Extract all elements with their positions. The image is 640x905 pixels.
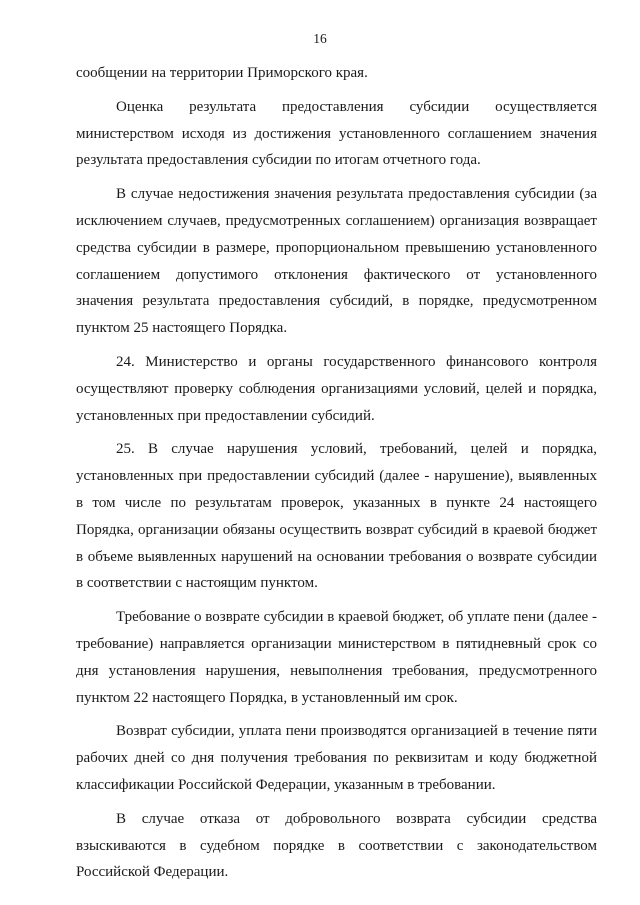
paragraph-assessment: Оценка результата предоставления субсидии осуществляется министерством исходя из достижения установленного соглашением значения результата предоставления субсидии по итогам отчетного года. bbox=[76, 98, 597, 169]
paragraph-court-recovery: В случае отказа от добровольного возврата субсидии средства взыскиваются в судебном порядке в соответствии с законодательством Российской Федерации. bbox=[76, 810, 597, 881]
paragraph-requirement: Требование о возврате субсидии в краевой бюджет, об уплате пени (далее - требование) направляется организации министерством в пятидневный срок со дня установления нарушения, невыполнения требования, предусмотренного пунктом 22 настоящего Порядка, в установленный им срок. bbox=[76, 609, 597, 706]
paragraph-refund: Возврат субсидии, уплата пени производятся организацией в течение пяти рабочих дней со дня получения требования по реквизитам и коду бюджетной классификации Российской Федерации, указанным в требовании. bbox=[76, 723, 597, 793]
page-number: 16 bbox=[313, 31, 327, 46]
paragraph-item-25: 25. В случае нарушения условий, требований, целей и порядка, установленных при предоставлении субсидий (далее - нарушение), выявленных в том числе по результатам проверок, указанных в пункте 24 настоящего Порядка, организации обязаны осуществить возврат субсидий в краевой бюджет в объеме выявленных нарушений на основании требования о возврате субсидии в соответствии с настоящим пунктом. bbox=[76, 441, 597, 592]
paragraph-continuation: сообщении на территории Приморского края. bbox=[76, 65, 368, 81]
paragraph-item-24: 24. Министерство и органы государственного финансового контроля осуществляют проверку соблюдения организациями условий, целей и порядка, установленных при предоставлении субсидий. bbox=[76, 353, 597, 424]
paragraph-non-achievement: В случае недостижения значения результата предоставления субсидии (за исключением случаев, предусмотренных соглашением) организация возвращает средства субсидии в размере, пропорциональном превышению установленного соглашением допустимого отклонения фактического от установленного значения результата предоставления субсидий, в порядке, предусмотренном пунктом 25 настоящего Порядка. bbox=[76, 186, 597, 337]
document-body bbox=[76, 60, 597, 886]
